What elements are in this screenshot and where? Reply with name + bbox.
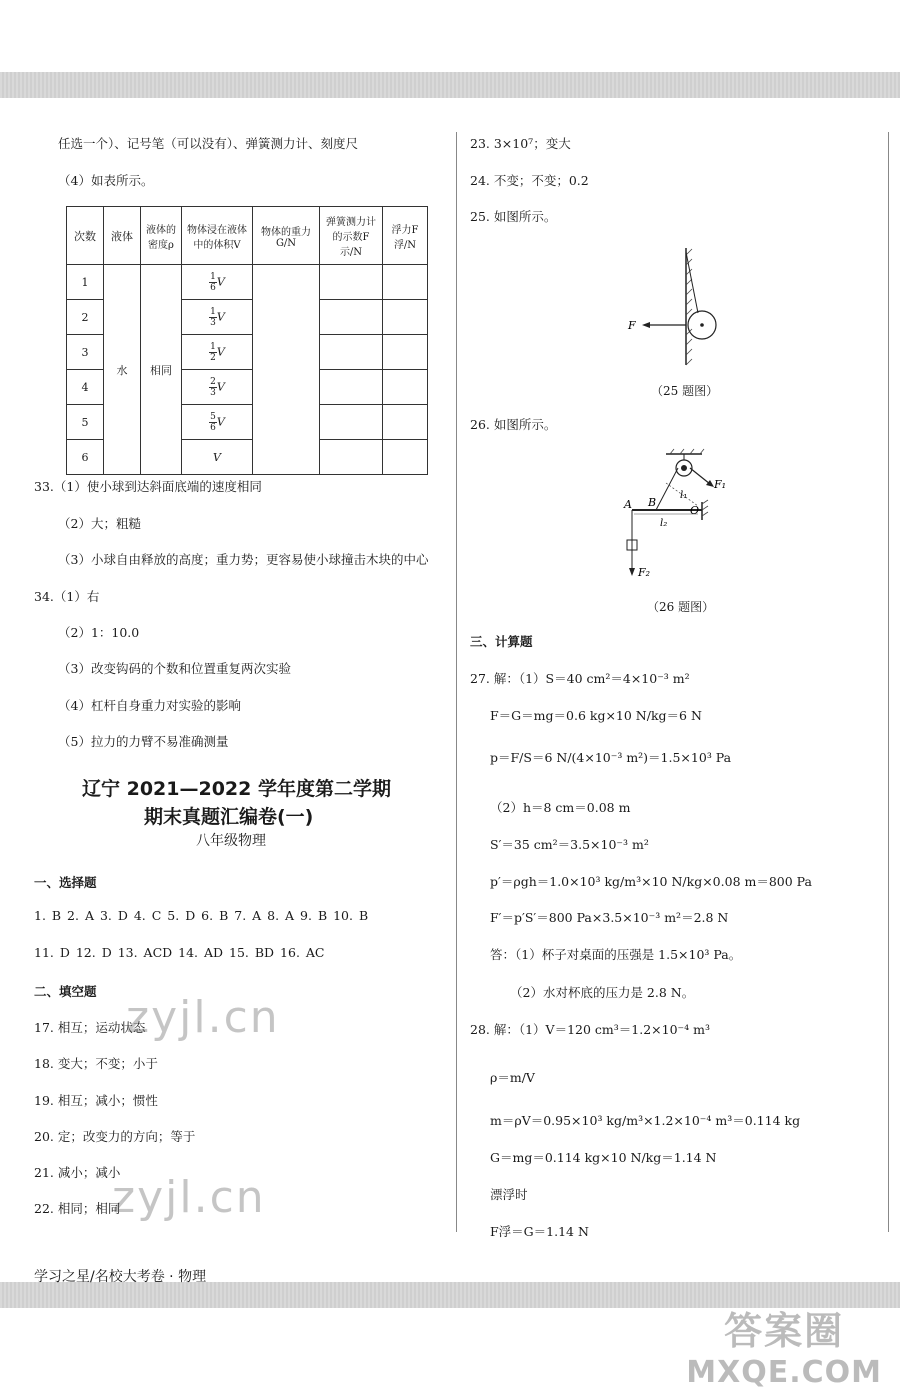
caption-25: （25 题图）: [651, 384, 719, 398]
th: 次数: [67, 207, 104, 265]
table-cell: $\frac{1}{6}$ V: [182, 265, 253, 300]
table-cell: 3: [67, 335, 104, 370]
table-cell: 6: [67, 440, 104, 475]
th: 液体的密度ρ: [141, 207, 182, 265]
table-cell: 相同: [141, 265, 182, 475]
answer-25: 25. 如图所示。: [470, 209, 557, 224]
th: 物体的重力G/N: [253, 207, 320, 265]
table-cell: 4: [67, 370, 104, 405]
footer: 学习之星/名校大考卷 · 物理: [34, 1269, 207, 1285]
right-margin-line: [888, 132, 889, 1232]
label-f2: F₂: [638, 566, 651, 579]
th: 浮力F浮/N: [383, 207, 428, 265]
caption-26: （26 题图）: [647, 600, 715, 614]
table-cell: [320, 370, 383, 405]
table-cell: $\frac{2}{3}$ V: [182, 370, 253, 405]
calc-28-line: 漂浮时: [490, 1187, 528, 1202]
site-stamp: [686, 1300, 882, 1390]
answer-34-3: （3）改变钩码的个数和位置重复两次实验: [58, 661, 291, 676]
choice-answers-2: 11. D 12. D 13. ACD 14. AD 15. BD 16. AC: [34, 945, 325, 960]
answer-33-3: （3）小球自由释放的高度；重力势；更容易使小球撞击木块的中心: [58, 552, 429, 567]
answer-34-2: （2）1：10.0: [58, 625, 140, 640]
answer-24: 24. 不变；不变；0.2: [470, 173, 589, 188]
section-fill: 二、填空题: [34, 984, 97, 999]
fill-21: 21. 减小；减小: [34, 1165, 121, 1180]
calc-28-line: 28. 解：（1）V＝120 cm³＝1.2×10⁻⁴ m³: [470, 1022, 710, 1037]
answer-34-5: （5）拉力的力臂不易准确测量: [58, 734, 229, 749]
table-cell: V: [182, 440, 253, 475]
section-choice: 一、选择题: [34, 875, 97, 890]
figure-26: [610, 448, 750, 588]
fill-22: 22. 相同；相同: [34, 1201, 121, 1216]
label-f1: F₁: [714, 478, 727, 491]
answer-26: 26. 如图所示。: [470, 417, 557, 432]
table-cell: [320, 265, 383, 300]
calc-28-line: F浮＝G＝1.14 N: [490, 1224, 589, 1239]
calc-28-line: ρ＝m/V: [490, 1070, 535, 1085]
calc-28-line: m＝ρV＝0.95×10³ kg/m³×1.2×10⁻⁴ m³＝0.114 kg: [490, 1113, 801, 1128]
th: 物体浸在液体中的体积V: [182, 207, 253, 265]
exam-title-2: 期末真题汇编卷(一): [144, 806, 314, 828]
label-f: F: [628, 319, 636, 332]
table-cell: 5: [67, 405, 104, 440]
stamp-text: 答案圈: [724, 1309, 845, 1353]
table-cell: $\frac{1}{2}$ V: [182, 335, 253, 370]
column-divider: [456, 132, 457, 1232]
fill-20: 20. 定；改变力的方向；等于: [34, 1129, 196, 1144]
label-a: A: [624, 498, 632, 511]
th: 弹簧测力计的示数F示/N: [320, 207, 383, 265]
table-cell: [383, 300, 428, 335]
fill-18: 18. 变大；不变；小于: [34, 1056, 158, 1071]
table-cell: 水: [104, 265, 141, 475]
answer-34-1: 34.（1）右: [34, 589, 100, 604]
calc-27-line: （2）水对杯底的压力是 2.8 N。: [510, 985, 695, 1000]
calc-27-line: p′＝ρgh＝1.0×10³ kg/m³×10 N/kg×0.08 m＝800 Pa: [490, 874, 812, 889]
table-cell: [320, 405, 383, 440]
table-cell: $\frac{1}{3}$ V: [182, 300, 253, 335]
label-o: O: [690, 504, 700, 517]
calc-27-line: S′＝35 cm²＝3.5×10⁻³ m²: [490, 837, 649, 852]
exam-subtitle: 八年级物理: [196, 833, 266, 849]
fill-17: 17. 相互；运动状态: [34, 1020, 146, 1035]
fill-19: 19. 相互；减小；惯性: [34, 1093, 158, 1108]
answer-34-4: （4）杠杆自身重力对实验的影响: [58, 698, 241, 713]
calc-27-line: p＝F/S＝6 N/(4×10⁻³ m²)＝1.5×10³ Pa: [490, 750, 732, 765]
label-l1: l₁: [680, 490, 688, 501]
calc-27-line: （2）h＝8 cm＝0.08 m: [490, 800, 631, 815]
answer-33-1: 33.（1）使小球到达斜面底端的速度相同: [34, 479, 262, 494]
table-cell: 1: [67, 265, 104, 300]
answer-33-2: （2）大；粗糙: [58, 516, 141, 531]
text-line: 任选一个）、记号笔（可以没有）、弹簧测力计、刻度尺: [58, 136, 359, 151]
table-cell: 2: [67, 300, 104, 335]
table-cell: [383, 335, 428, 370]
section-calc: 三、计算题: [470, 634, 533, 649]
th: 液体: [104, 207, 141, 265]
table-cell: [383, 440, 428, 475]
choice-answers-1: 1. B 2. A 3. D 4. C 5. D 6. B 7. A 8. A 9. B 10. B: [34, 908, 369, 923]
table-cell: [320, 440, 383, 475]
answer-23: 23. 3×10⁷；变大: [470, 136, 571, 151]
data-table: [66, 206, 428, 475]
table-cell: $\frac{5}{6}$ V: [182, 405, 253, 440]
figure-25: [620, 240, 730, 370]
stamp-url: MXQE.COM: [686, 1355, 882, 1390]
calc-28-line: G＝mg＝0.114 kg×10 N/kg＝1.14 N: [490, 1150, 717, 1165]
watermark: zyjl.cn: [126, 992, 280, 1043]
text-line: （4）如表所示。: [58, 173, 154, 188]
table-cell: [320, 300, 383, 335]
table-cell: [383, 370, 428, 405]
label-b: B: [648, 496, 657, 509]
label-l2: l₂: [660, 518, 668, 529]
exam-title-1: 辽宁 2021—2022 学年度第二学期: [82, 778, 391, 800]
table-cell: [383, 265, 428, 300]
calc-27-line: 27. 解：（1）S＝40 cm²＝4×10⁻³ m²: [470, 671, 690, 686]
table-cell: [320, 335, 383, 370]
calc-27-line: 答：（1）杯子对桌面的压强是 1.5×10³ Pa。: [490, 947, 742, 962]
calc-27-line: F′＝p′S′＝800 Pa×3.5×10⁻³ m²＝2.8 N: [490, 910, 729, 925]
calc-27-line: F＝G＝mg＝0.6 kg×10 N/kg＝6 N: [490, 708, 702, 723]
table-cell: [383, 405, 428, 440]
top-band: [0, 72, 900, 98]
watermark: zyjl.cn: [112, 1172, 266, 1223]
table-cell: [253, 265, 320, 475]
